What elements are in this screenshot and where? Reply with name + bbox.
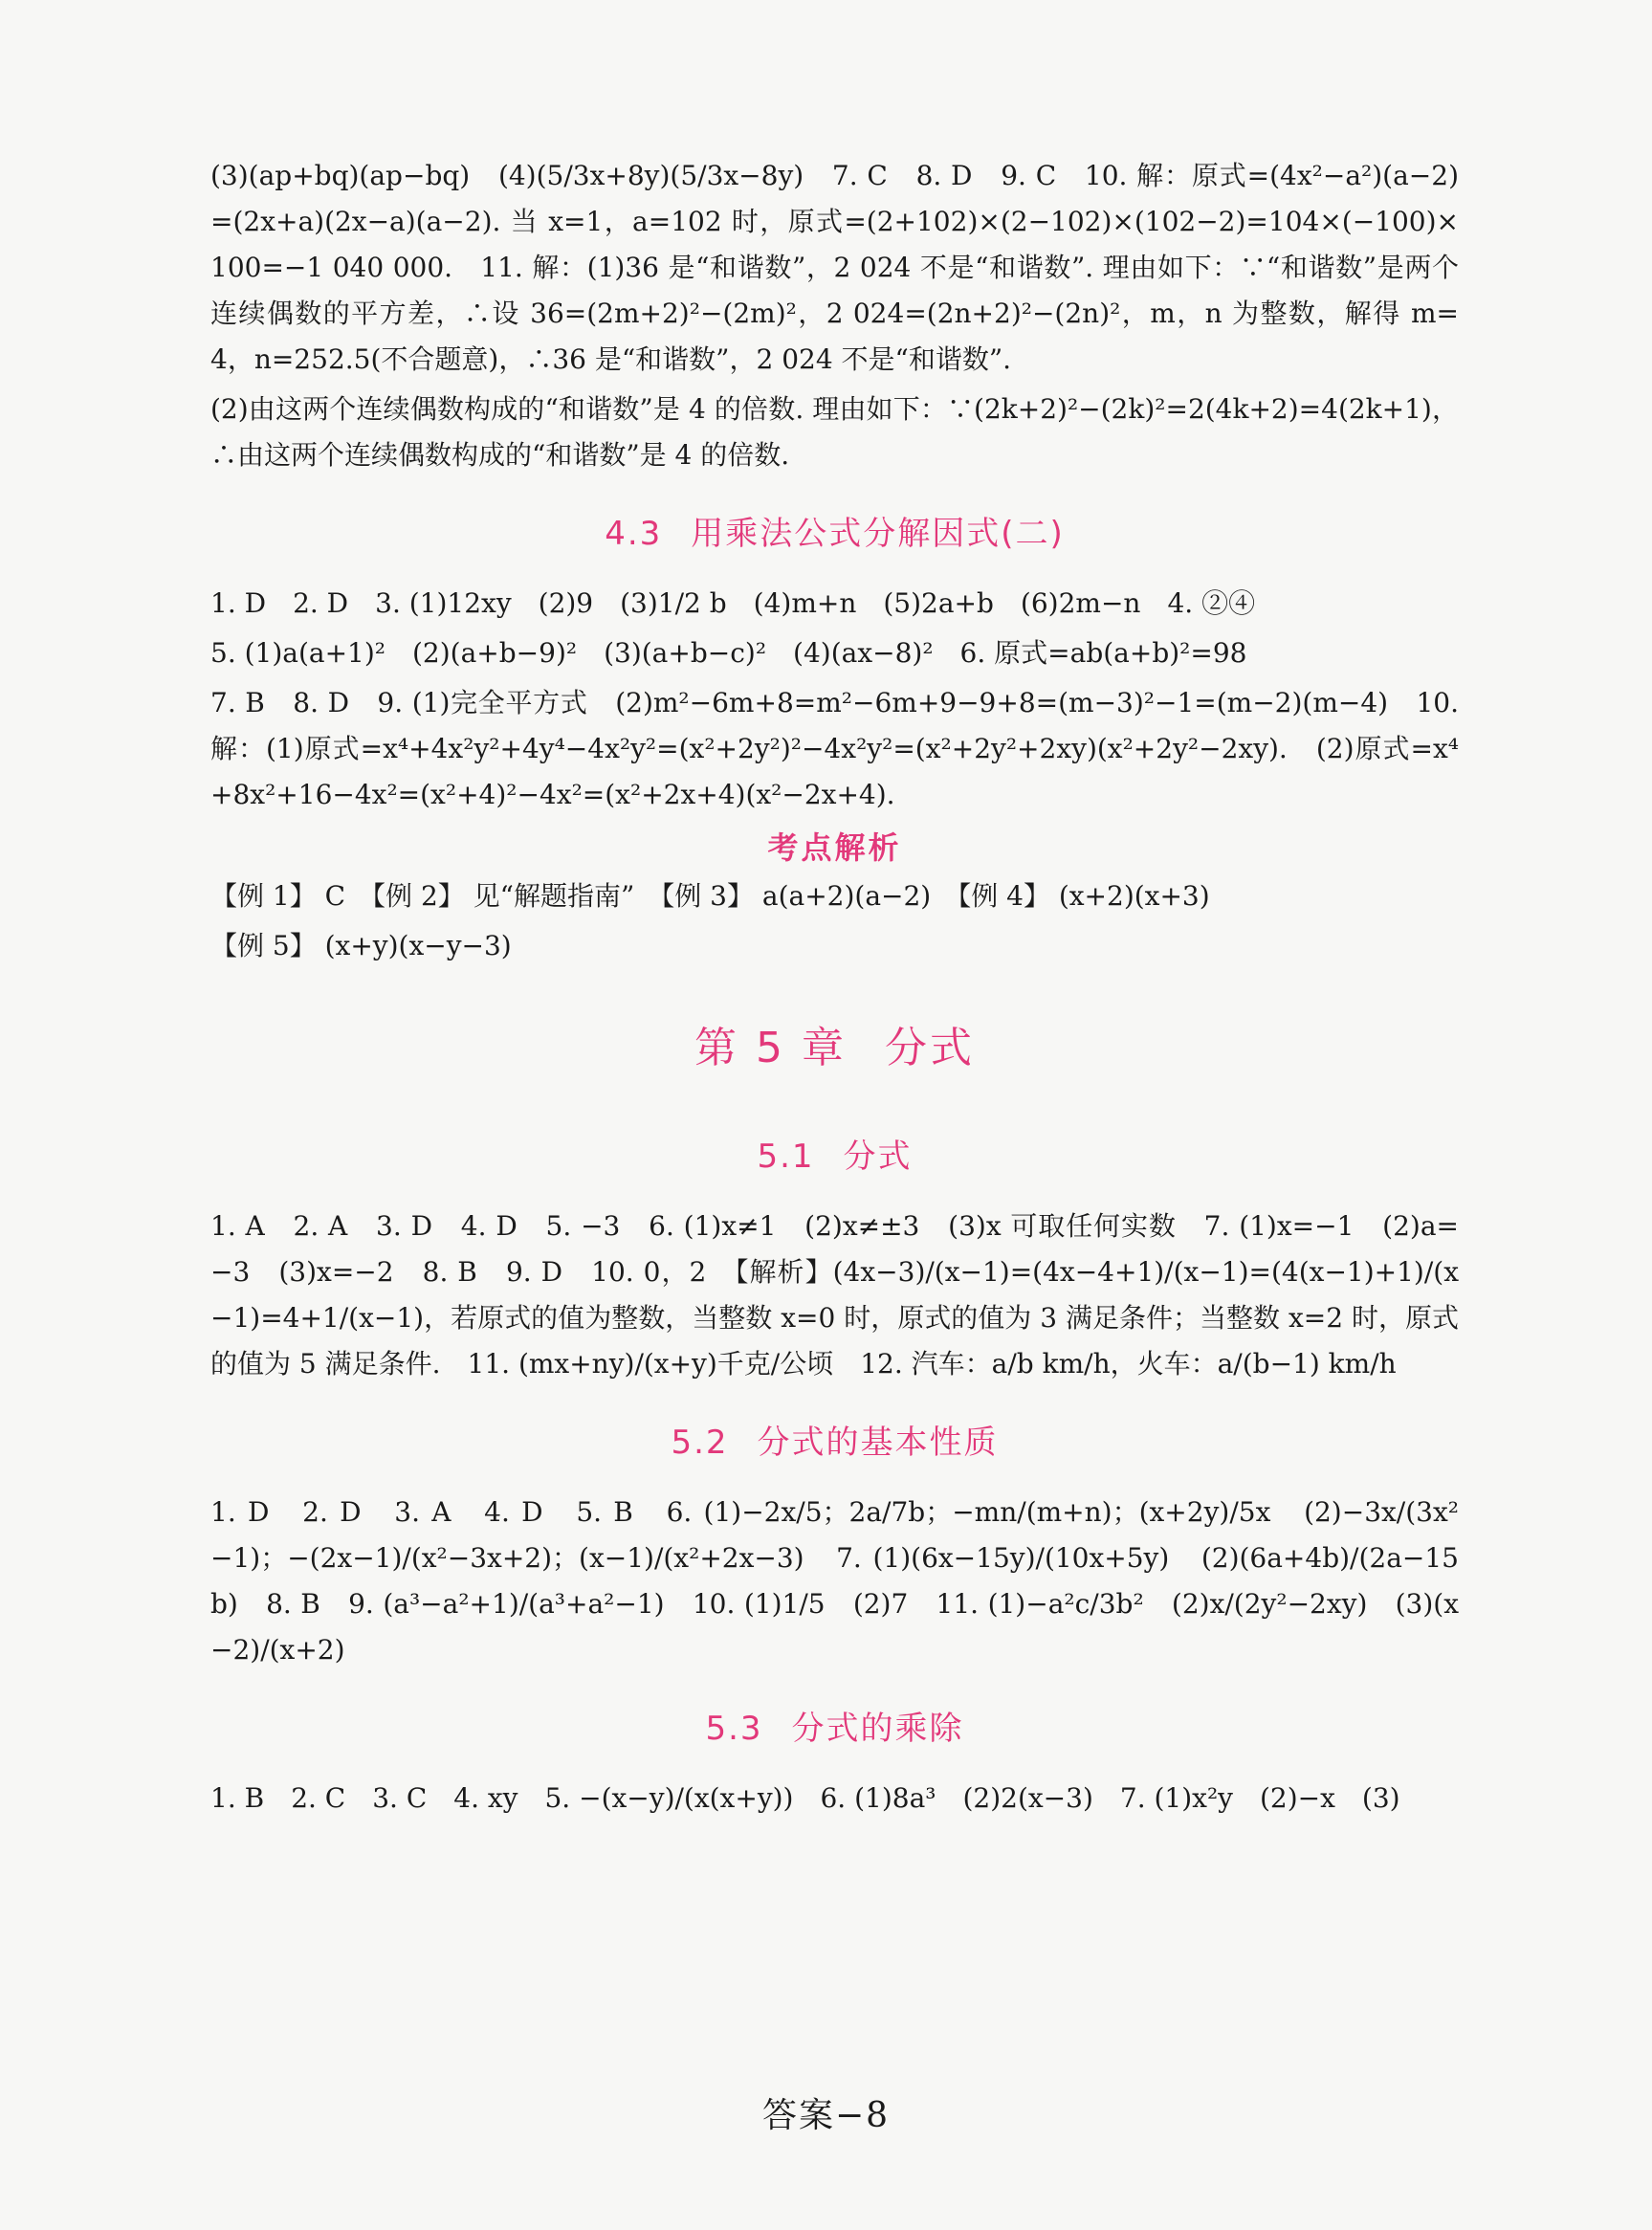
answer-line: 7. B 8. D 9. (1)完全平方式 (2)m²−6m+8=m²−6m+9−9+8=(m−3)²−1=(m−2)(m−4) 10. 解：(1)原式=x⁴+4x²y²+4y⁴−4x²y²=(x²+2y²)²−4x²y²=(x²+2y²+2xy)(x²+2y²−2xy). (2)原式=x⁴+8x²+16−4x²=(x²+4)²−4x²=(x²+2x+4)(x²−2x+4). — [210, 687, 1459, 810]
section-name: 分式的乘除 — [791, 1710, 964, 1748]
section-name: 分式 — [843, 1137, 913, 1176]
chapter-title — [210, 1013, 1459, 1074]
section-number: 5.2 — [671, 1424, 729, 1462]
page-footer: 答案−8 — [761, 2096, 891, 2135]
section-title-5-3 — [210, 1702, 1459, 1749]
answer-line: 1. A 2. A 3. D 4. D 5. −3 6. (1)x≠1 (2)x≠±3 (3)x 可取任何实数 7. (1)x=−1 (2)a=−3 (3)x=−2 8. B 9. D 10. 0，2 【解析】(4x−3)/(x−1)=(4x−4+1)/(x−1)=(4(x−1)+1)/(x−1)=4+1/(x−1)，若原式的值为整数，当整数 x=0 时，原式的值为 3 满足条件；当整数 x=2 时，原式的值为 5 满足条件. 11. (mx+ny)/(x+y)千克/公顷 12. 汽车：a/b km/h，火车：a/(b−1) km/h — [210, 1210, 1459, 1380]
section-name: 分式的基本性质 — [757, 1424, 999, 1462]
section-number: 4.3 — [605, 515, 663, 553]
section-title-4-3 — [210, 507, 1459, 554]
section-number: 5.1 — [757, 1137, 815, 1176]
intro-paragraph-2: (2)由这两个连续偶数构成的“和谐数”是 4 的倍数. 理由如下：∵(2k+2)²−(2k)²=2(4k+2)=4(2k+1)，∴由这两个连续偶数构成的“和谐数”是 4 的倍数. — [210, 393, 1459, 471]
example-line: 【例 5】 (x+y)(x−y−3) — [210, 930, 512, 961]
answer-line: 5. (1)a(a+1)² (2)(a+b−9)² (3)(a+b−c)² (4)(ax−8)² 6. 原式=ab(a+b)²=98 — [210, 637, 1247, 669]
section-title-5-2 — [210, 1416, 1459, 1463]
section-title-5-1 — [210, 1130, 1459, 1177]
section-name: 用乘法公式分解因式(二) — [691, 515, 1065, 553]
answer-line: 1. D 2. D 3. A 4. D 5. B 6. (1)−2x/5；2a/7b；−mn/(m+n)；(x+2y)/5x (2)−3x/(3x²−1)；−(2x−1)/(x²−3x+2)；(x−1)/(x²+2x−3) 7. (1)(6x−15y)/(10x+5y) (2)(6a+4b)/(2a−15b) 8. B 9. (a³−a²+1)/(a³+a²−1) 10. (1)1/5 (2)7 11. (1)−a²c/3b² (2)x/(2y²−2xy) (3)(x−2)/(x+2) — [210, 1496, 1459, 1666]
page-content — [210, 153, 1459, 1822]
answer-line: 1. D 2. D 3. (1)12xy (2)9 (3)1/2 b (4)m+n (5)2a+b (6)2m−n 4. ②④ — [210, 587, 1256, 619]
answer-line: 1. B 2. C 3. C 4. xy 5. −(x−y)/(x(x+y)) 6. (1)8a³ (2)2(x−3) 7. (1)x²y (2)−x (3) — [210, 1782, 1400, 1814]
intro-paragraph-1: (3)(ap+bq)(ap−bq) (4)(5/3x+8y)(5/3x−8y) 7. C 8. D 9. C 10. 解：原式=(4x²−a²)(a−2)=(2x+a)(2x−a)(a−2). 当 x=1，a=102 时，原式=(2+102)×(2−102)×(102−2)=104×(−100)×100=−1 040 000. 11. 解：(1)36 是“和谐数”，2 024 不是“和谐数”. 理由如下：∵“和谐数”是两个连续偶数的平方差，∴设 36=(2m+2)²−(2m)²，2 024=(2n+2)²−(2n)²，m，n 为整数，解得 m=4，n=252.5(不合题意)，∴36 是“和谐数”，2 024 不是“和谐数”. — [210, 160, 1459, 375]
chapter-number: 第 5 章 — [694, 1024, 847, 1072]
section-number: 5.3 — [705, 1710, 763, 1748]
chapter-name: 分式 — [884, 1024, 975, 1072]
example-line: 【例 1】 C 【例 2】 见“解题指南” 【例 3】 a(a+2)(a−2) 【例 4】 (x+2)(x+3) — [210, 880, 1210, 912]
kaodian-title: 考点解析 — [767, 829, 902, 866]
